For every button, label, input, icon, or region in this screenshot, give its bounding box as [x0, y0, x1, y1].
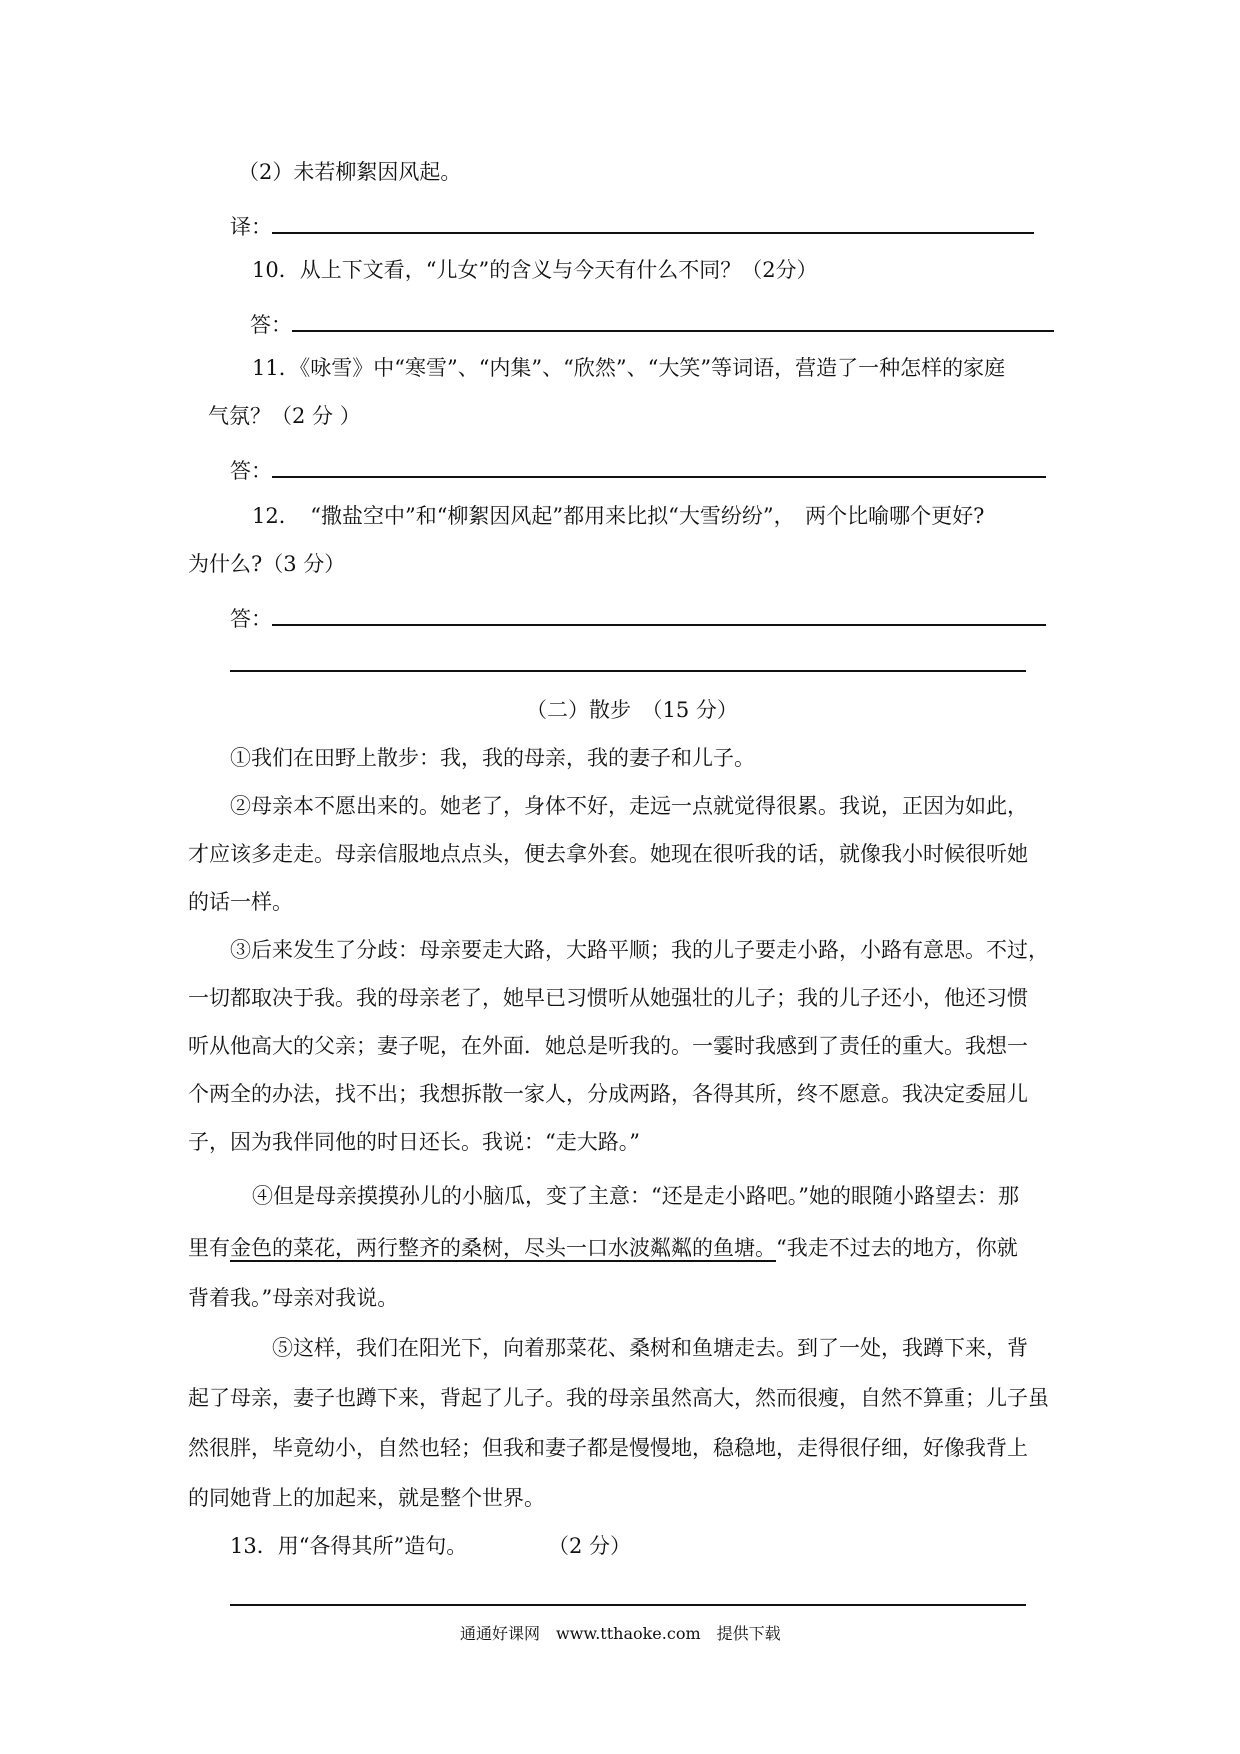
q13-score: （2 分） — [548, 1534, 632, 1558]
paragraph-4-line-1: ④但是母亲摸摸孙儿的小脑瓜，变了主意：“还是走小路吧。”她的眼随小路望去：那 — [252, 1184, 1019, 1208]
q12-line1: 12． “撒盐空中”和“柳絮因风起”都用来比拟“大雪纷纷”， 两个比喻哪个更好? — [252, 504, 985, 528]
paragraph-2-line-2: 才应该多走走。母亲信服地点点头，便去拿外套。她现在很听我的话，就像我小时候很听她 — [188, 842, 1028, 866]
q10-text: 10．从上下文看，“儿女”的含义与今天有什么不同？（2分） — [252, 258, 818, 282]
paragraph-4-line-3: 背着我。”母亲对我说。 — [188, 1286, 399, 1310]
q12-answer-label: 答： — [230, 607, 272, 631]
paragraph-5-line-1: ⑤这样，我们在阳光下，向着那菜花、桑树和鱼塘走去。到了一处，我蹲下来，背 — [272, 1336, 1028, 1360]
q12-answer-line-2[interactable] — [230, 670, 1026, 672]
paragraph-2-line-3: 的话一样。 — [188, 890, 293, 914]
q11-answer-row — [230, 456, 1046, 482]
paragraph-3-line-4: 个两全的办法，找不出；我想拆散一家人，分成两路，各得其所，终不愿意。我决定委屈儿 — [188, 1082, 1028, 1106]
underlined-scenery-phrase: 金色的菜花，两行整齐的桑树，尽头一口水波粼粼的鱼塘。 — [230, 1236, 776, 1260]
paragraph-5-line-2: 起了母亲，妻子也蹲下来，背起了儿子。我的母亲虽然高大，然而很瘦，自然不算重；儿子虽 — [188, 1386, 1049, 1410]
paragraph-4-line-2 — [188, 1238, 1018, 1259]
paragraph-3-line-2: 一切都取决于我。我的母亲老了，她早已习惯听从她强壮的儿子；我的儿子还小，他还习惯 — [188, 986, 1028, 1010]
q12-line2: 为什么?（3 分） — [188, 552, 346, 576]
q11-line2: 气氛？（2 分 ） — [208, 404, 361, 428]
q9-2-answer-label: 译： — [230, 215, 272, 239]
paragraph-5-line-3: 然很胖，毕竟幼小，自然也轻；但我和妻子都是慢慢地，稳稳地，走得很仔细，好像我背上 — [188, 1436, 1028, 1460]
paragraph-3-line-5: 子，因为我伴同他的时日还长。我说：“走大路。” — [188, 1130, 640, 1154]
q10-answer-line[interactable] — [292, 310, 1054, 332]
q11-line1: 11．《咏雪》中“寒雪”、“内集”、“欣然”、“大笑”等词语，营造了一种怎样的家庭 — [252, 356, 1006, 380]
paragraph-3-line-3: 听从他高大的父亲；妻子呢，在外面．她总是听我的。一霎时我感到了责任的重大。我想一 — [188, 1034, 1028, 1058]
paragraph-3-line-1: ③后来发生了分歧：母亲要走大路，大路平顺；我的儿子要走小路，小路有意思。不过， — [230, 938, 1049, 962]
paragraph-1: ①我们在田野上散步：我，我的母亲，我的妻子和儿子。 — [230, 746, 755, 770]
q12-answer-line[interactable] — [272, 604, 1046, 626]
paragraph-4-line-2-start: 里有 — [188, 1236, 230, 1260]
q9-2-answer-row — [230, 212, 1034, 238]
footer-source: 通通好课网 www.tthaoke.com 提供下载 — [460, 1624, 781, 1643]
paragraph-2-line-1: ②母亲本不愿出来的。她老了，身体不好，走远一点就觉得很累。我说，正因为如此， — [230, 794, 1028, 818]
paragraph-5-line-4: 的同她背上的加起来，就是整个世界。 — [188, 1486, 545, 1510]
paragraph-4-line-2-end: “我走不过去的地方，你就 — [776, 1236, 1018, 1260]
q12-answer-row — [230, 604, 1046, 630]
q10-answer-row — [250, 310, 1054, 336]
q13-text: 13．用“各得其所”造句。 — [230, 1534, 468, 1558]
q9-2-answer-line[interactable] — [272, 212, 1034, 234]
section-title: （二）散步 （15 分） — [526, 698, 738, 722]
q13-answer-line[interactable] — [230, 1604, 1026, 1606]
q11-answer-label: 答： — [230, 459, 272, 483]
q11-answer-line[interactable] — [272, 456, 1046, 478]
q9-2-text: （2）未若柳絮因风起。 — [238, 160, 462, 184]
q10-answer-label: 答： — [250, 313, 292, 337]
